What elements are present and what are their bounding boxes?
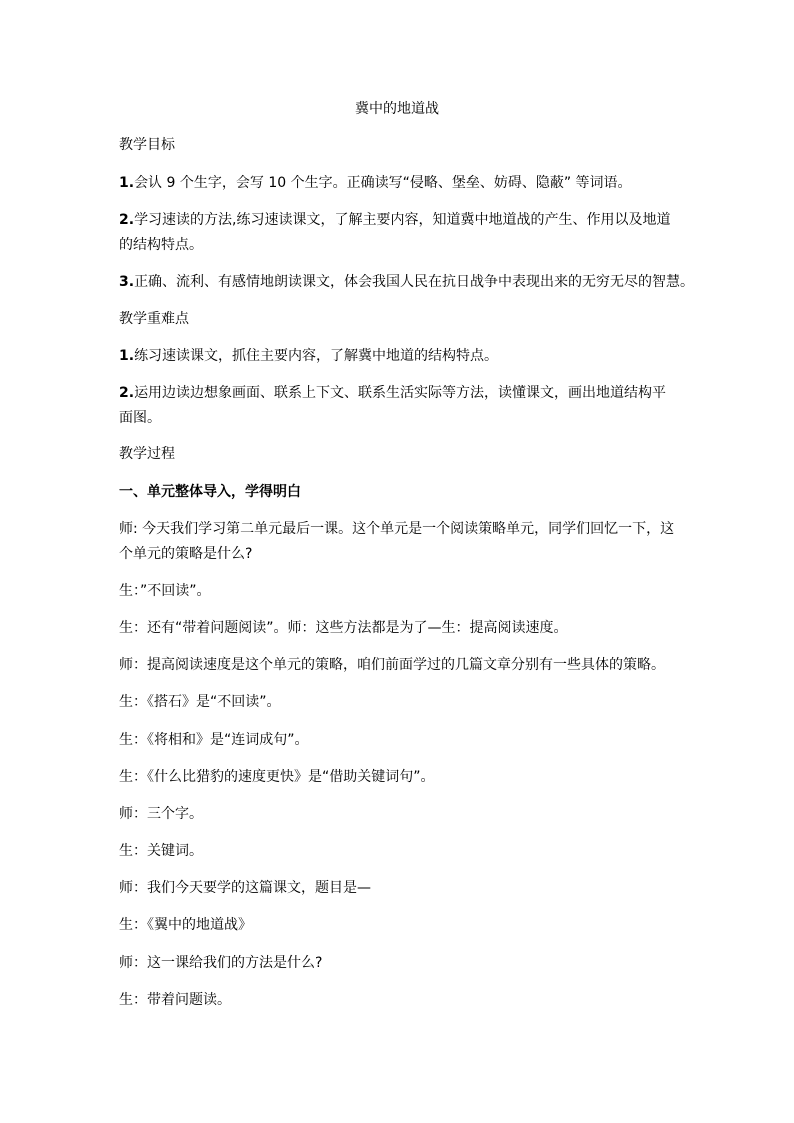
goal-number: 2. [119,212,135,228]
goal-number: 1. [119,175,135,191]
dialogue-line: 师：这一课给我们的方法是什么? [119,955,323,971]
heading-teaching-process: 教学过程 [119,446,175,462]
dialogue-line: 生：带着问题读。 [119,992,231,1008]
key-point-number: 1. [119,348,135,364]
key-point-item-1 [119,344,679,369]
dialogue-line: 生：”不回读”。 [119,583,211,599]
key-point-text: 运用边读边想象画面、联系上下文、联系生活实际等方法，读懂课文，画出地道结构平面图。 [119,385,667,426]
dialogue-line: 生：关键词。 [119,843,203,859]
dialogue-line: 生：还有“带着问题阅读”。师：这些方法都是为了—生：提高阅读速度。 [119,620,568,636]
section-heading-1: 一、单元整体导入，学得明白 [119,484,301,500]
heading-teaching-goals: 教学目标 [119,137,175,153]
goal-item-3 [119,270,695,295]
key-point-text: 练习速读课文，抓住主要内容，了解冀中地道的结构特点。 [134,348,499,364]
goal-item-1 [119,171,679,196]
document-title: 冀中的地道战 [355,101,439,117]
key-point-number: 2. [119,385,135,401]
goal-number: 3. [119,274,135,290]
goal-text: 正确、流利、有感情地朗读课文，体会我国人民在抗日战争中表现出来的无穷无尽的智慧。 [134,274,695,290]
goal-text: 会认 9 个生字，会写 10 个生字。正确读写“侵略、堡垒、妨碍、隐蔽” 等词语。 [134,175,632,191]
heading-key-points: 教学重难点 [119,311,189,327]
dialogue-line: 师：我们今天要学的这篇课文，题目是— [119,880,371,896]
goal-text: 学习速读的方法,练习速读课文，了解主要内容，知道冀中地道战的产生、作用以及地道的结构特点。 [119,212,671,253]
dialogue-line: 师：三个字。 [119,806,203,822]
dialogue-line: 生：《搭石》是“不回读”。 [119,694,281,710]
dialogue-line: 生：《翼中的地道战》 [119,917,252,933]
key-point-item-2 [119,381,679,431]
dialogue-line: 生：《什么比猎豹的速度更快》是“借助关键词句”。 [119,769,435,785]
dialogue-line: 师: 今天我们学习第二单元最后一课。这个单元是一个阅读策略单元，同学们回忆一下，这个单元的策略是什么? [119,521,675,562]
goal-item-2 [119,208,679,258]
dialogue-line: 生：《将相和》是“连词成句”。 [119,732,309,748]
dialogue-line: 师：提高阅读速度是这个单元的策略，咱们前面学过的几篇文章分别有一些具体的策略。 [119,657,665,673]
